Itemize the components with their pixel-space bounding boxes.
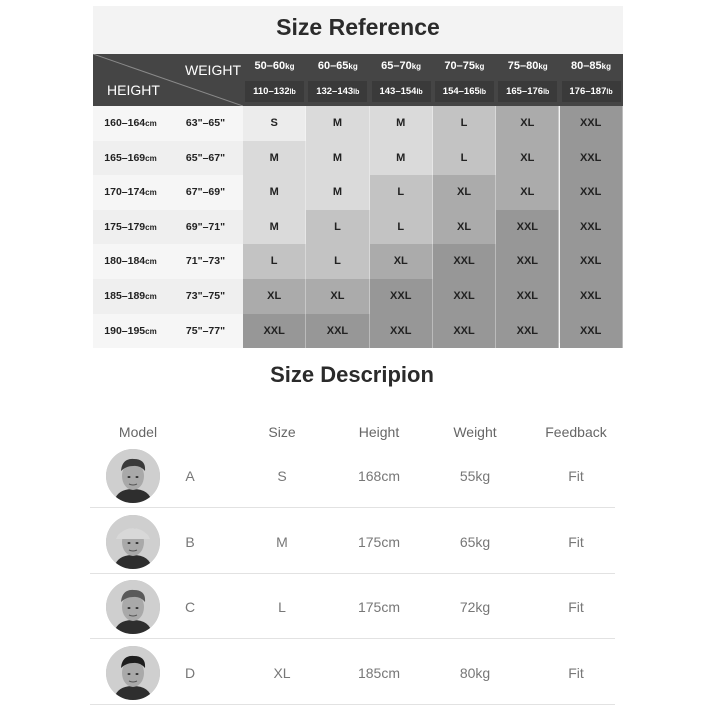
model-row [90, 641, 615, 705]
value-text: 185–189 [104, 290, 146, 302]
weight-lb-range [372, 81, 431, 102]
weight-lb-range [435, 81, 494, 102]
row-divider [90, 638, 615, 639]
size-cell: XL [370, 244, 433, 279]
unit-text: kg [538, 62, 548, 71]
value-text: 165–176 [506, 86, 544, 97]
model-size: L [278, 599, 286, 615]
size-cell: XXL [496, 279, 559, 314]
weight-lb-range [498, 81, 557, 102]
weight-column-2 [306, 54, 369, 106]
size-cell: L [433, 141, 496, 176]
size-cell: XXL [496, 210, 559, 245]
weight-kg-range [433, 60, 496, 72]
size-cell: XXL [496, 244, 559, 279]
model-height: 175cm [357, 533, 401, 550]
value-text: 60–65 [317, 60, 349, 72]
unit-text: kg [475, 62, 485, 71]
size-cell: XL [496, 175, 559, 210]
unit-text: lb [353, 89, 360, 96]
unit-text: cm [145, 257, 157, 267]
unit-text: kg [601, 62, 611, 71]
size-cell: XL [433, 175, 496, 210]
value-text: 170–174 [104, 186, 146, 199]
height-cm-cell [93, 244, 168, 279]
size-cell: XXL [433, 244, 496, 279]
size-description-title: Size Descripion [270, 362, 434, 387]
value-text: 80–85 [571, 60, 602, 72]
column-header-weight: Weight [453, 424, 497, 440]
model-photo [106, 515, 160, 569]
row-divider [90, 507, 615, 508]
size-cell: XXL [560, 106, 623, 141]
model-row [90, 575, 615, 639]
size-row [93, 210, 623, 245]
unit-text: lb [479, 89, 486, 96]
value-text: 160–164 [104, 117, 146, 129]
weight-label: WEIGHT [185, 62, 241, 78]
value-text: 50–60 [254, 60, 286, 72]
size-cell: XXL [433, 279, 496, 314]
height-inch-cell: 71"–73" [168, 244, 243, 279]
size-cell: XL [433, 210, 496, 245]
value-text: 65–70 [381, 60, 412, 72]
column-header-height: Height [358, 424, 400, 440]
size-cell: M [243, 210, 306, 245]
table-header [93, 54, 623, 106]
size-cell: XXL [496, 314, 559, 349]
model-size: M [276, 533, 288, 550]
size-row [93, 141, 623, 176]
size-cell: XL [496, 141, 559, 176]
model-photo [106, 646, 160, 700]
unit-text: cm [145, 292, 157, 301]
size-row [93, 106, 623, 141]
size-cell: XXL [560, 279, 623, 314]
height-cm-cell [93, 175, 168, 210]
row-divider [90, 704, 615, 705]
unit-text: cm [145, 326, 157, 336]
row-divider [90, 573, 615, 574]
height-cm-cell [93, 210, 168, 245]
height-inch-cell: 75"–77" [168, 314, 243, 349]
column-header-model: Model [118, 424, 158, 440]
size-cell: XXL [560, 141, 623, 176]
model-feedback: Fit [568, 533, 584, 550]
column-header-size: Size [268, 424, 296, 440]
size-cell: XL [496, 106, 559, 141]
unit-text: cm [145, 222, 157, 232]
size-cell: XXL [560, 314, 623, 349]
size-cell: XXL [560, 244, 623, 279]
size-row [93, 314, 623, 349]
unit-text: kg [285, 62, 295, 71]
model-feedback: Fit [568, 664, 584, 681]
weight-kg-range [560, 60, 623, 72]
height-inch-cell: 73"–75" [168, 279, 243, 314]
unit-text: cm [145, 188, 157, 198]
unit-text: lb [606, 89, 613, 96]
unit-text: lb [416, 89, 423, 96]
size-cell: XXL [560, 175, 623, 210]
size-cell: M [306, 106, 369, 141]
size-cell: XXL [370, 279, 433, 314]
value-text: 165–169 [104, 151, 146, 164]
height-cm-cell [93, 279, 168, 314]
size-cell: XL [306, 279, 369, 314]
size-cell: L [306, 244, 369, 279]
unit-text: cm [145, 153, 157, 163]
model-photo [106, 580, 160, 634]
column-header-feedback: Feedback [545, 424, 607, 440]
weight-lb-range [562, 81, 621, 102]
model-height: 168cm [357, 468, 401, 484]
value-text: 175–179 [104, 220, 146, 233]
height-cm-cell [93, 141, 168, 176]
model-height: 185cm [357, 664, 401, 681]
weight-kg-range [370, 60, 433, 72]
model-id: A [185, 468, 195, 484]
value-text: 70–75 [444, 60, 476, 72]
weight-column-3 [370, 54, 433, 106]
size-cell: XL [243, 279, 306, 314]
size-cell: L [370, 175, 433, 210]
size-cell: XXL [370, 314, 433, 349]
model-weight: 55kg [459, 468, 491, 484]
size-row [93, 279, 623, 314]
size-cell: M [306, 141, 369, 176]
model-height: 175cm [357, 599, 401, 615]
size-cell: M [243, 175, 306, 210]
size-cell: M [243, 141, 306, 176]
height-inch-cell: 67"–69" [168, 175, 243, 210]
model-photo [106, 449, 160, 503]
unit-text: kg [411, 62, 422, 71]
weight-kg-range [306, 60, 369, 72]
model-feedback: Fit [568, 468, 584, 484]
size-cell: XXL [433, 314, 496, 349]
value-text: 180–184 [104, 255, 146, 268]
weight-column-1 [243, 54, 306, 106]
height-cm-cell [93, 314, 168, 349]
size-cell: L [370, 210, 433, 245]
weight-kg-range [496, 60, 559, 72]
size-cell: M [370, 106, 433, 141]
value-text: 75–80 [507, 60, 539, 72]
weight-column-4 [433, 54, 496, 106]
weight-lb-range [308, 81, 367, 102]
size-cell: XXL [243, 314, 306, 349]
size-row [93, 175, 623, 210]
size-reference-table [93, 6, 623, 343]
size-cell: S [243, 106, 306, 141]
model-weight: 80kg [459, 664, 491, 681]
value-text: 143–154 [379, 86, 417, 97]
model-row [90, 444, 615, 508]
weight-column-6 [560, 54, 623, 106]
model-feedback: Fit [568, 599, 584, 615]
height-cm-cell [93, 106, 168, 141]
model-id: B [185, 533, 195, 550]
model-id: D [184, 664, 196, 681]
model-size: XL [273, 664, 291, 681]
value-text: 154–165 [442, 86, 480, 97]
size-cell: M [370, 141, 433, 176]
value-text: 110–132 [253, 86, 290, 97]
unit-text: cm [145, 119, 157, 128]
weight-kg-range [243, 60, 306, 72]
size-cell: L [306, 210, 369, 245]
height-inch-cell: 69"–71" [168, 210, 243, 245]
unit-text: lb [289, 89, 296, 96]
value-text: 190–195 [104, 324, 146, 337]
model-id: C [184, 599, 196, 615]
height-inch-cell: 63"–65" [168, 106, 243, 141]
model-size: S [277, 468, 287, 484]
unit-text: lb [543, 89, 550, 96]
size-cell: L [433, 106, 496, 141]
model-weight: 72kg [459, 599, 491, 615]
size-cell: M [306, 175, 369, 210]
size-cell: XXL [560, 210, 623, 245]
value-text: 132–143 [316, 86, 354, 97]
height-inch-cell: 65"–67" [168, 141, 243, 176]
size-reference-title: Size Reference [276, 14, 440, 40]
weight-column-5 [496, 54, 559, 106]
model-weight: 65kg [459, 533, 491, 550]
size-row [93, 244, 623, 279]
value-text: 176–187 [569, 86, 607, 97]
size-cell: XXL [306, 314, 369, 349]
weight-lb-range [245, 81, 304, 102]
unit-text: kg [348, 62, 358, 71]
size-cell: L [243, 244, 306, 279]
model-row [90, 510, 615, 574]
height-label: HEIGHT [107, 82, 160, 98]
